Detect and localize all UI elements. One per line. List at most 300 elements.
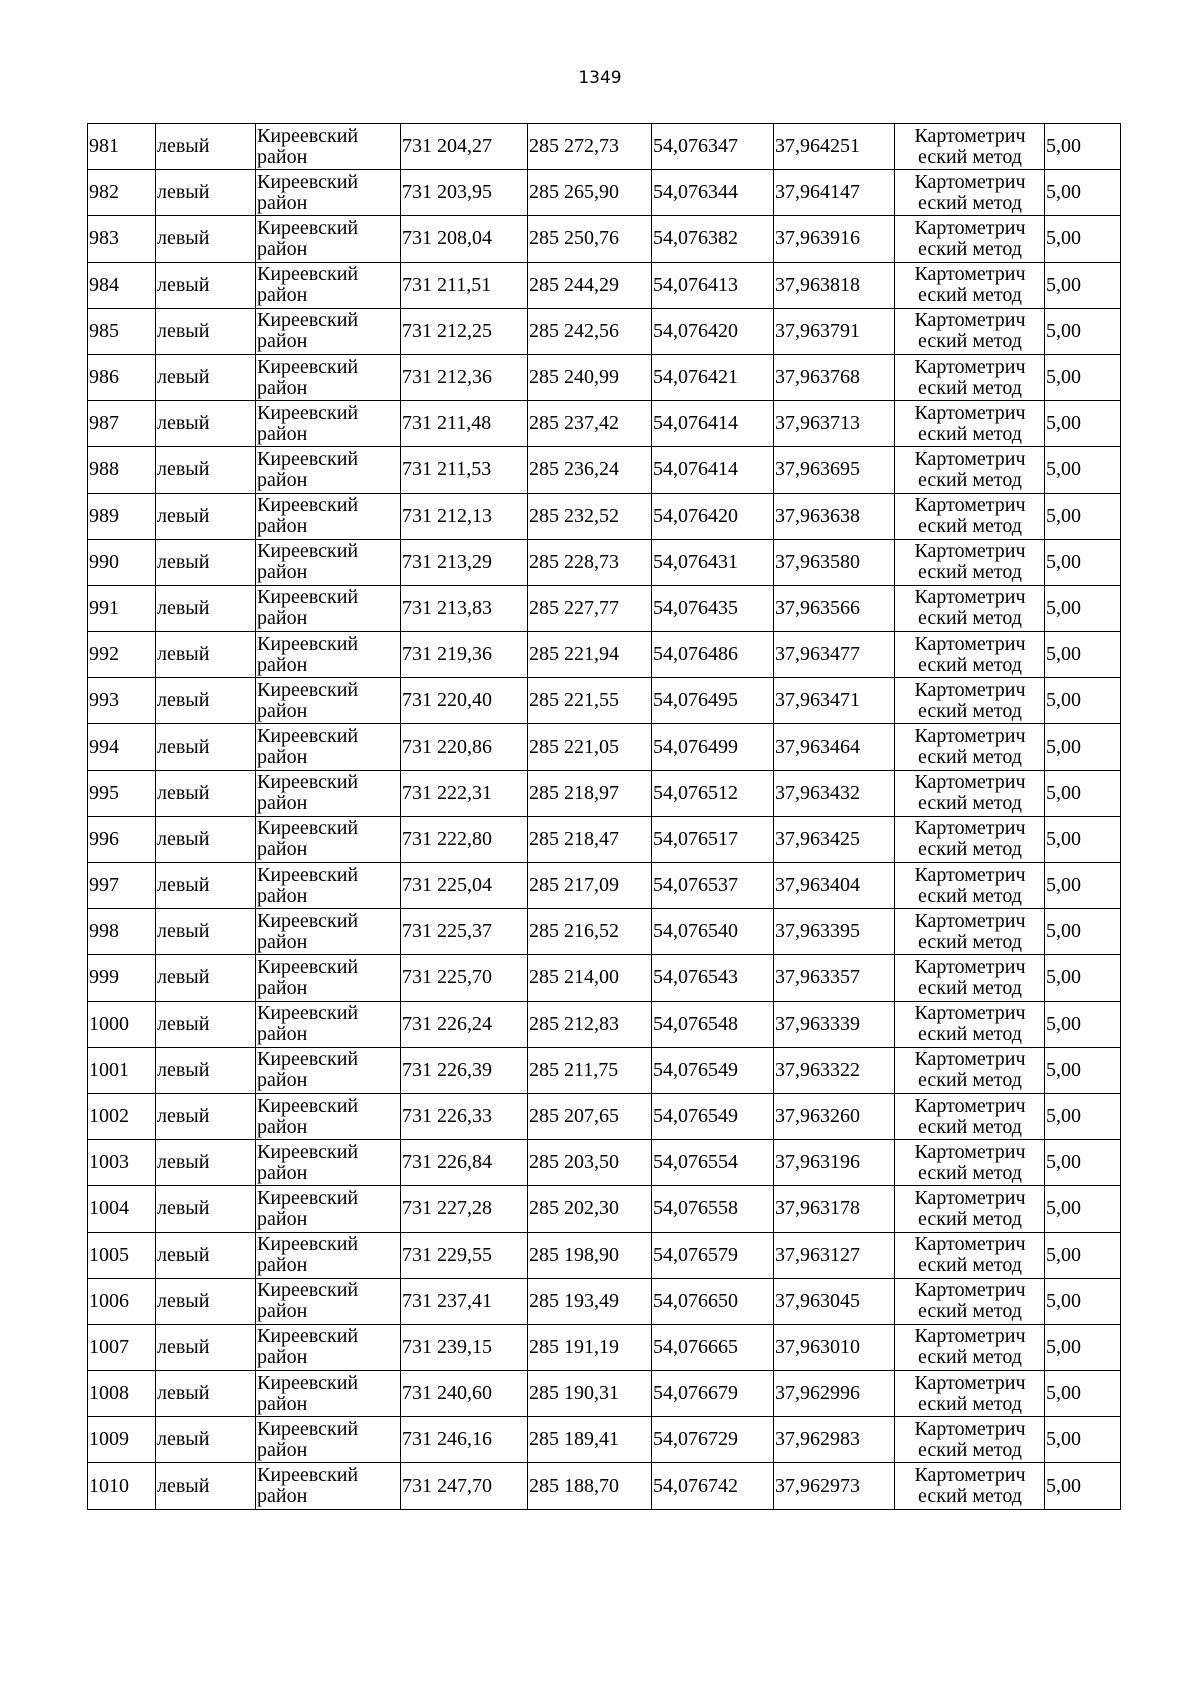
cell-district	[256, 124, 401, 170]
cell-latitude: 54,076558	[652, 1186, 774, 1232]
table-row	[88, 816, 1121, 862]
table-row	[88, 170, 1121, 216]
table-row	[88, 678, 1121, 724]
cell-y-coordinate: 285 212,83	[528, 1001, 652, 1047]
cell-district	[256, 863, 401, 909]
cell-y-coordinate: 285 237,42	[528, 401, 652, 447]
cell-latitude: 54,076495	[652, 678, 774, 724]
cell-y-coordinate: 285 198,90	[528, 1232, 652, 1278]
cell-district-line: район	[257, 1207, 308, 1230]
cell-method-line: Картометрич	[914, 355, 1026, 378]
cell-method-line: Картометрич	[914, 1279, 1026, 1302]
cell-bank-side: левый	[156, 262, 256, 308]
cell-district-line: район	[257, 1300, 308, 1323]
cell-district-line: район	[257, 792, 308, 815]
cell-method	[895, 678, 1045, 724]
cell-y-coordinate: 285 221,05	[528, 724, 652, 770]
cell-method-line: Картометрич	[914, 955, 1026, 978]
cell-method-line: еский метод	[918, 746, 1022, 769]
cell-method-line: Картометрич	[914, 1325, 1026, 1348]
cell-accuracy: 5,00	[1045, 1232, 1121, 1278]
cell-method	[895, 354, 1045, 400]
cell-latitude: 54,076420	[652, 308, 774, 354]
cell-longitude: 37,964251	[774, 124, 895, 170]
cell-latitude: 54,076554	[652, 1140, 774, 1186]
cell-method-line: Картометрич	[914, 678, 1026, 701]
cell-method	[895, 724, 1045, 770]
cell-district-line: район	[257, 1485, 308, 1508]
cell-method	[895, 1417, 1045, 1463]
cell-accuracy: 5,00	[1045, 863, 1121, 909]
cell-method-line: еский метод	[918, 699, 1022, 722]
cell-y-coordinate: 285 190,31	[528, 1371, 652, 1417]
cell-district-line: Киреевский	[257, 263, 359, 286]
table-row	[88, 909, 1121, 955]
cell-accuracy: 5,00	[1045, 124, 1121, 170]
cell-x-coordinate: 731 211,53	[401, 447, 528, 493]
cell-district-line: район	[257, 607, 308, 630]
cell-district-line: Киреевский	[257, 355, 359, 378]
table-row	[88, 1463, 1121, 1509]
cell-bank-side: левый	[156, 124, 256, 170]
cell-district-line: район	[257, 191, 308, 214]
cell-district-line: район	[257, 237, 308, 260]
cell-latitude: 54,076486	[652, 632, 774, 678]
cell-latitude: 54,076382	[652, 216, 774, 262]
cell-method-line: еский метод	[918, 515, 1022, 538]
cell-district-line: Киреевский	[257, 955, 359, 978]
cell-point-number: 1009	[88, 1417, 156, 1463]
table-row	[88, 539, 1121, 585]
cell-method-line: еский метод	[918, 884, 1022, 907]
cell-method	[895, 632, 1045, 678]
cell-method-line: Картометрич	[914, 170, 1026, 193]
cell-method-line: Картометрич	[914, 1417, 1026, 1440]
cell-point-number: 989	[88, 493, 156, 539]
cell-accuracy: 5,00	[1045, 1417, 1121, 1463]
cell-latitude: 54,076540	[652, 909, 774, 955]
cell-x-coordinate: 731 220,86	[401, 724, 528, 770]
cell-district-line: Киреевский	[257, 1325, 359, 1348]
cell-district-line: район	[257, 561, 308, 584]
cell-accuracy: 5,00	[1045, 1140, 1121, 1186]
table-row	[88, 863, 1121, 909]
cell-method-line: Картометрич	[914, 447, 1026, 470]
cell-district	[256, 909, 401, 955]
cell-latitude: 54,076729	[652, 1417, 774, 1463]
cell-accuracy: 5,00	[1045, 1463, 1121, 1509]
cell-bank-side: левый	[156, 447, 256, 493]
cell-point-number: 983	[88, 216, 156, 262]
cell-point-number: 988	[88, 447, 156, 493]
cell-bank-side: левый	[156, 1232, 256, 1278]
table-row	[88, 1140, 1121, 1186]
cell-accuracy: 5,00	[1045, 1278, 1121, 1324]
table-row	[88, 1232, 1121, 1278]
cell-latitude: 54,076579	[652, 1232, 774, 1278]
cell-method-line: Картометрич	[914, 1464, 1026, 1487]
cell-method-line: Картометрич	[914, 309, 1026, 332]
cell-bank-side: левый	[156, 1463, 256, 1509]
cell-district-line: Киреевский	[257, 586, 359, 609]
cell-x-coordinate: 731 211,51	[401, 262, 528, 308]
cell-y-coordinate: 285 265,90	[528, 170, 652, 216]
cell-district-line: Киреевский	[257, 1094, 359, 1117]
cell-point-number: 986	[88, 354, 156, 400]
cell-x-coordinate: 731 227,28	[401, 1186, 528, 1232]
cell-y-coordinate: 285 214,00	[528, 955, 652, 1001]
cell-accuracy: 5,00	[1045, 1324, 1121, 1370]
cell-longitude: 37,963425	[774, 816, 895, 862]
cell-district	[256, 216, 401, 262]
cell-latitude: 54,076679	[652, 1371, 774, 1417]
cell-accuracy: 5,00	[1045, 1047, 1121, 1093]
cell-y-coordinate: 285 217,09	[528, 863, 652, 909]
cell-method-line: еский метод	[918, 1392, 1022, 1415]
cell-method-line: еский метод	[918, 1069, 1022, 1092]
cell-method	[895, 585, 1045, 631]
cell-district-line: Киреевский	[257, 401, 359, 424]
cell-method-line: еский метод	[918, 838, 1022, 861]
cell-y-coordinate: 285 218,97	[528, 770, 652, 816]
cell-district-line: район	[257, 1438, 308, 1461]
cell-district-line: Киреевский	[257, 124, 359, 147]
cell-y-coordinate: 285 250,76	[528, 216, 652, 262]
cell-point-number: 985	[88, 308, 156, 354]
cell-accuracy: 5,00	[1045, 632, 1121, 678]
cell-method-line: еский метод	[918, 284, 1022, 307]
cell-district	[256, 493, 401, 539]
cell-method	[895, 170, 1045, 216]
cell-latitude: 54,076435	[652, 585, 774, 631]
cell-district-line: район	[257, 1069, 308, 1092]
cell-point-number: 1002	[88, 1093, 156, 1139]
table-row	[88, 770, 1121, 816]
cell-bank-side: левый	[156, 401, 256, 447]
cell-accuracy: 5,00	[1045, 308, 1121, 354]
cell-district	[256, 816, 401, 862]
cell-district-line: Киреевский	[257, 863, 359, 886]
table-row	[88, 955, 1121, 1001]
cell-x-coordinate: 731 222,80	[401, 816, 528, 862]
cell-x-coordinate: 731 226,24	[401, 1001, 528, 1047]
cell-method-line: Картометрич	[914, 1094, 1026, 1117]
cell-x-coordinate: 731 226,33	[401, 1093, 528, 1139]
cell-bank-side: левый	[156, 816, 256, 862]
cell-district	[256, 632, 401, 678]
cell-method	[895, 493, 1045, 539]
cell-longitude: 37,962996	[774, 1371, 895, 1417]
cell-point-number: 1005	[88, 1232, 156, 1278]
cell-method	[895, 1232, 1045, 1278]
cell-bank-side: левый	[156, 1140, 256, 1186]
cell-method-line: еский метод	[918, 1161, 1022, 1184]
cell-district-line: район	[257, 976, 308, 999]
cell-bank-side: левый	[156, 955, 256, 1001]
cell-district-line: район	[257, 376, 308, 399]
cell-method	[895, 909, 1045, 955]
table-row	[88, 632, 1121, 678]
cell-method	[895, 955, 1045, 1001]
cell-district-line: район	[257, 1161, 308, 1184]
cell-method-line: еский метод	[918, 1346, 1022, 1369]
cell-accuracy: 5,00	[1045, 216, 1121, 262]
cell-x-coordinate: 731 240,60	[401, 1371, 528, 1417]
cell-district	[256, 1278, 401, 1324]
cell-bank-side: левый	[156, 770, 256, 816]
cell-district-line: район	[257, 422, 308, 445]
cell-y-coordinate: 285 240,99	[528, 354, 652, 400]
cell-latitude: 54,076537	[652, 863, 774, 909]
cell-point-number: 1006	[88, 1278, 156, 1324]
cell-accuracy: 5,00	[1045, 1093, 1121, 1139]
cell-y-coordinate: 285 244,29	[528, 262, 652, 308]
cell-x-coordinate: 731 229,55	[401, 1232, 528, 1278]
cell-latitude: 54,076347	[652, 124, 774, 170]
cell-y-coordinate: 285 242,56	[528, 308, 652, 354]
cell-longitude: 37,963432	[774, 770, 895, 816]
cell-method-line: еский метод	[918, 330, 1022, 353]
cell-method-line: еский метод	[918, 422, 1022, 445]
cell-method-line: Картометрич	[914, 863, 1026, 886]
cell-latitude: 54,076549	[652, 1047, 774, 1093]
cell-point-number: 990	[88, 539, 156, 585]
cell-method	[895, 816, 1045, 862]
cell-method-line: Картометрич	[914, 1048, 1026, 1071]
cell-method-line: еский метод	[918, 1485, 1022, 1508]
cell-district-line: Киреевский	[257, 447, 359, 470]
cell-accuracy: 5,00	[1045, 1371, 1121, 1417]
cell-point-number: 991	[88, 585, 156, 631]
cell-method-line: Картометрич	[914, 540, 1026, 563]
cell-latitude: 54,076548	[652, 1001, 774, 1047]
cell-method	[895, 1047, 1045, 1093]
cell-district-line: Киреевский	[257, 771, 359, 794]
cell-district-line: район	[257, 330, 308, 353]
cell-longitude: 37,963580	[774, 539, 895, 585]
cell-y-coordinate: 285 236,24	[528, 447, 652, 493]
cell-district	[256, 539, 401, 585]
cell-y-coordinate: 285 228,73	[528, 539, 652, 585]
cell-method-line: еский метод	[918, 976, 1022, 999]
cell-longitude: 37,963127	[774, 1232, 895, 1278]
cell-latitude: 54,076543	[652, 955, 774, 1001]
cell-accuracy: 5,00	[1045, 493, 1121, 539]
cell-district	[256, 770, 401, 816]
cell-longitude: 37,963713	[774, 401, 895, 447]
cell-district-line: район	[257, 884, 308, 907]
cell-district	[256, 1140, 401, 1186]
cell-latitude: 54,076517	[652, 816, 774, 862]
cell-method-line: еский метод	[918, 653, 1022, 676]
cell-method	[895, 1186, 1045, 1232]
cell-method-line: еский метод	[918, 607, 1022, 630]
cell-method-line: Картометрич	[914, 494, 1026, 517]
cell-longitude: 37,963566	[774, 585, 895, 631]
cell-district-line: Киреевский	[257, 909, 359, 932]
cell-x-coordinate: 731 220,40	[401, 678, 528, 724]
cell-longitude: 37,963818	[774, 262, 895, 308]
cell-method-line: еский метод	[918, 1254, 1022, 1277]
cell-longitude: 37,964147	[774, 170, 895, 216]
cell-district	[256, 724, 401, 770]
cell-y-coordinate: 285 207,65	[528, 1093, 652, 1139]
cell-district-line: Киреевский	[257, 1279, 359, 1302]
cell-x-coordinate: 731 208,04	[401, 216, 528, 262]
cell-district-line: Киреевский	[257, 1371, 359, 1394]
cell-district-line: район	[257, 1254, 308, 1277]
cell-method	[895, 1140, 1045, 1186]
cell-bank-side: левый	[156, 354, 256, 400]
cell-point-number: 994	[88, 724, 156, 770]
cell-bank-side: левый	[156, 1093, 256, 1139]
cell-district	[256, 170, 401, 216]
cell-method	[895, 863, 1045, 909]
cell-method	[895, 401, 1045, 447]
cell-longitude: 37,963260	[774, 1093, 895, 1139]
cell-y-coordinate: 285 202,30	[528, 1186, 652, 1232]
table-row	[88, 1371, 1121, 1417]
cell-accuracy: 5,00	[1045, 1186, 1121, 1232]
cell-method-line: Картометрич	[914, 216, 1026, 239]
cell-longitude: 37,963638	[774, 493, 895, 539]
cell-district-line: Киреевский	[257, 540, 359, 563]
cell-district	[256, 1463, 401, 1509]
page-number: 1349	[578, 68, 622, 88]
cell-point-number: 1007	[88, 1324, 156, 1370]
cell-method-line: еский метод	[918, 792, 1022, 815]
cell-latitude: 54,076742	[652, 1463, 774, 1509]
cell-district-line: район	[257, 1115, 308, 1138]
cell-x-coordinate: 731 211,48	[401, 401, 528, 447]
cell-district-line: Киреевский	[257, 494, 359, 517]
table-body	[88, 124, 1121, 1510]
coordinates-table	[87, 123, 1121, 1510]
cell-x-coordinate: 731 225,04	[401, 863, 528, 909]
cell-district	[256, 1371, 401, 1417]
cell-accuracy: 5,00	[1045, 447, 1121, 493]
cell-district-line: Киреевский	[257, 817, 359, 840]
cell-method-line: Картометрич	[914, 725, 1026, 748]
cell-point-number: 996	[88, 816, 156, 862]
table-row	[88, 308, 1121, 354]
cell-district	[256, 1001, 401, 1047]
cell-latitude: 54,076665	[652, 1324, 774, 1370]
cell-longitude: 37,963695	[774, 447, 895, 493]
cell-y-coordinate: 285 232,52	[528, 493, 652, 539]
table-row	[88, 1186, 1121, 1232]
cell-longitude: 37,963178	[774, 1186, 895, 1232]
cell-bank-side: левый	[156, 1047, 256, 1093]
cell-latitude: 54,076499	[652, 724, 774, 770]
cell-longitude: 37,962973	[774, 1463, 895, 1509]
cell-accuracy: 5,00	[1045, 955, 1121, 1001]
cell-method	[895, 308, 1045, 354]
cell-point-number: 987	[88, 401, 156, 447]
cell-district	[256, 1232, 401, 1278]
cell-bank-side: левый	[156, 863, 256, 909]
cell-x-coordinate: 731 225,70	[401, 955, 528, 1001]
cell-longitude: 37,963196	[774, 1140, 895, 1186]
cell-district-line: Киреевский	[257, 216, 359, 239]
cell-latitude: 54,076549	[652, 1093, 774, 1139]
table-row	[88, 447, 1121, 493]
cell-district	[256, 585, 401, 631]
cell-district-line: район	[257, 468, 308, 491]
cell-district-line: Киреевский	[257, 1464, 359, 1487]
cell-method-line: Картометрич	[914, 817, 1026, 840]
cell-x-coordinate: 731 247,70	[401, 1463, 528, 1509]
cell-method-line: еский метод	[918, 237, 1022, 260]
cell-district-line: район	[257, 145, 308, 168]
cell-method-line: еский метод	[918, 1300, 1022, 1323]
cell-district-line: Киреевский	[257, 1002, 359, 1025]
cell-accuracy: 5,00	[1045, 354, 1121, 400]
cell-longitude: 37,963010	[774, 1324, 895, 1370]
cell-x-coordinate: 731 225,37	[401, 909, 528, 955]
cell-point-number: 999	[88, 955, 156, 1001]
cell-method	[895, 1371, 1045, 1417]
cell-method-line: Картометрич	[914, 124, 1026, 147]
cell-point-number: 997	[88, 863, 156, 909]
cell-district-line: Киреевский	[257, 170, 359, 193]
cell-accuracy: 5,00	[1045, 770, 1121, 816]
cell-latitude: 54,076414	[652, 401, 774, 447]
cell-longitude: 37,963464	[774, 724, 895, 770]
cell-method-line: Картометрич	[914, 586, 1026, 609]
table-row	[88, 1324, 1121, 1370]
cell-accuracy: 5,00	[1045, 585, 1121, 631]
cell-district	[256, 262, 401, 308]
cell-longitude: 37,963404	[774, 863, 895, 909]
cell-method	[895, 1324, 1045, 1370]
cell-x-coordinate: 731 213,83	[401, 585, 528, 631]
cell-y-coordinate: 285 218,47	[528, 816, 652, 862]
cell-district-line: Киреевский	[257, 632, 359, 655]
cell-bank-side: левый	[156, 909, 256, 955]
cell-method	[895, 124, 1045, 170]
cell-method-line: Картометрич	[914, 1371, 1026, 1394]
cell-bank-side: левый	[156, 1001, 256, 1047]
cell-latitude: 54,076344	[652, 170, 774, 216]
cell-district-line: Киреевский	[257, 678, 359, 701]
cell-bank-side: левый	[156, 170, 256, 216]
cell-y-coordinate: 285 193,49	[528, 1278, 652, 1324]
cell-y-coordinate: 285 188,70	[528, 1463, 652, 1509]
table-row	[88, 124, 1121, 170]
table-row	[88, 1417, 1121, 1463]
cell-accuracy: 5,00	[1045, 401, 1121, 447]
cell-longitude: 37,963357	[774, 955, 895, 1001]
cell-point-number: 981	[88, 124, 156, 170]
cell-district-line: район	[257, 1392, 308, 1415]
cell-x-coordinate: 731 212,36	[401, 354, 528, 400]
cell-point-number: 1010	[88, 1463, 156, 1509]
cell-method-line: Картометрич	[914, 632, 1026, 655]
cell-y-coordinate: 285 189,41	[528, 1417, 652, 1463]
cell-point-number: 1004	[88, 1186, 156, 1232]
cell-longitude: 37,963339	[774, 1001, 895, 1047]
cell-accuracy: 5,00	[1045, 816, 1121, 862]
cell-method-line: Картометрич	[914, 1233, 1026, 1256]
table-row	[88, 1093, 1121, 1139]
cell-district-line: Киреевский	[257, 1233, 359, 1256]
cell-district	[256, 1093, 401, 1139]
cell-bank-side: левый	[156, 308, 256, 354]
table-row	[88, 585, 1121, 631]
cell-bank-side: левый	[156, 1371, 256, 1417]
cell-accuracy: 5,00	[1045, 724, 1121, 770]
